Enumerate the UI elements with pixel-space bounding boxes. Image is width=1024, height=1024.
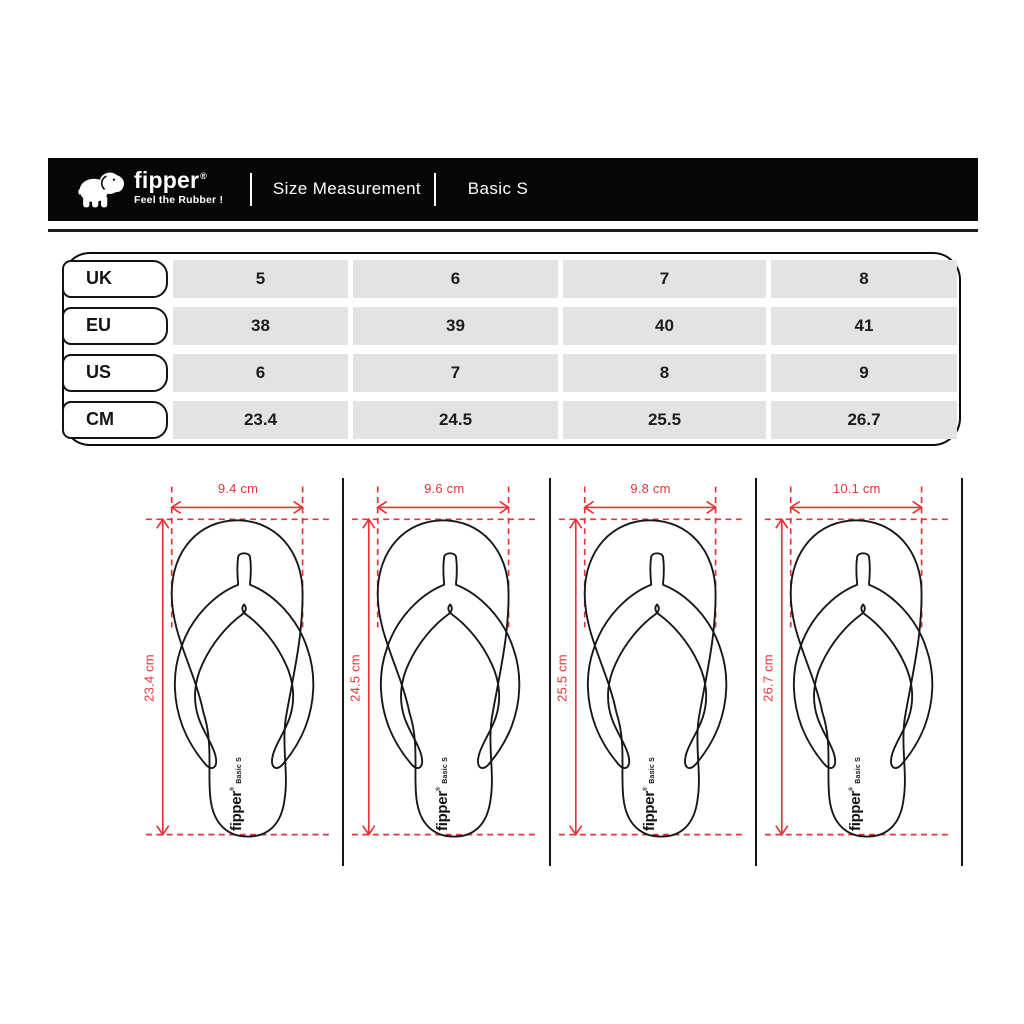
size-diagram-panel-2 xyxy=(344,478,550,866)
size-value: 6 xyxy=(353,260,558,298)
product-name: Basic S xyxy=(467,179,529,198)
width-dimension-label: 9.4 cm xyxy=(217,481,259,496)
size-value: 23.4 xyxy=(173,401,348,439)
sole-brand-text: fipper®Basic S xyxy=(228,757,245,831)
size-value: 25.5 xyxy=(563,401,766,439)
brand-name: fipper® xyxy=(134,167,207,193)
header-divider xyxy=(250,173,252,206)
size-system-label-eu: EU xyxy=(62,307,168,345)
measurement-diagrams xyxy=(138,478,963,866)
length-dimension-label: 24.5 cm xyxy=(347,654,363,702)
registered-mark: ® xyxy=(200,171,207,181)
size-value: 7 xyxy=(353,354,558,392)
brand-header-bar xyxy=(48,158,978,221)
width-dimension-label: 9.8 cm xyxy=(630,481,671,496)
size-value: 5 xyxy=(173,260,348,298)
size-value: 9 xyxy=(771,354,957,392)
size-conversion-table xyxy=(62,252,961,446)
sole-brand-text: fipper®Basic S xyxy=(434,757,452,831)
section-title: Size Measurement xyxy=(272,179,422,198)
length-dimension-label: 23.4 cm xyxy=(141,654,157,702)
brand-tagline: Feel the Rubber ! xyxy=(134,194,224,206)
size-system-label-us: US xyxy=(62,354,168,392)
width-dimension-label: 10.1 cm xyxy=(832,481,881,496)
elephant-icon xyxy=(76,166,126,213)
size-diagram-panel-4 xyxy=(757,478,963,866)
size-value: 38 xyxy=(173,307,348,345)
header-underline xyxy=(48,229,978,232)
size-diagram-panel-3 xyxy=(551,478,757,866)
size-value: 8 xyxy=(771,260,957,298)
size-value: 8 xyxy=(563,354,766,392)
size-system-label-uk: UK xyxy=(62,260,168,298)
size-value: 26.7 xyxy=(771,401,957,439)
size-value: 6 xyxy=(173,354,348,392)
sole-brand-text: fipper®Basic S xyxy=(640,757,658,831)
size-system-label-cm: CM xyxy=(62,401,168,439)
size-value: 39 xyxy=(353,307,558,345)
registered-mark: ® xyxy=(848,786,855,792)
registered-mark: ® xyxy=(230,786,236,792)
registered-mark: ® xyxy=(436,786,443,792)
size-value: 24.5 xyxy=(353,401,558,439)
size-value: 40 xyxy=(563,307,766,345)
registered-mark: ® xyxy=(642,786,649,792)
size-value: 7 xyxy=(563,260,766,298)
size-diagram-panel-1 xyxy=(138,478,344,866)
length-dimension-label: 26.7 cm xyxy=(760,654,776,702)
sole-brand-text: fipper®Basic S xyxy=(846,757,864,831)
length-dimension-label: 25.5 cm xyxy=(554,654,569,702)
width-dimension-label: 9.6 cm xyxy=(424,481,465,496)
header-divider xyxy=(434,173,436,206)
size-value: 41 xyxy=(771,307,957,345)
brand-logotype xyxy=(134,169,223,206)
